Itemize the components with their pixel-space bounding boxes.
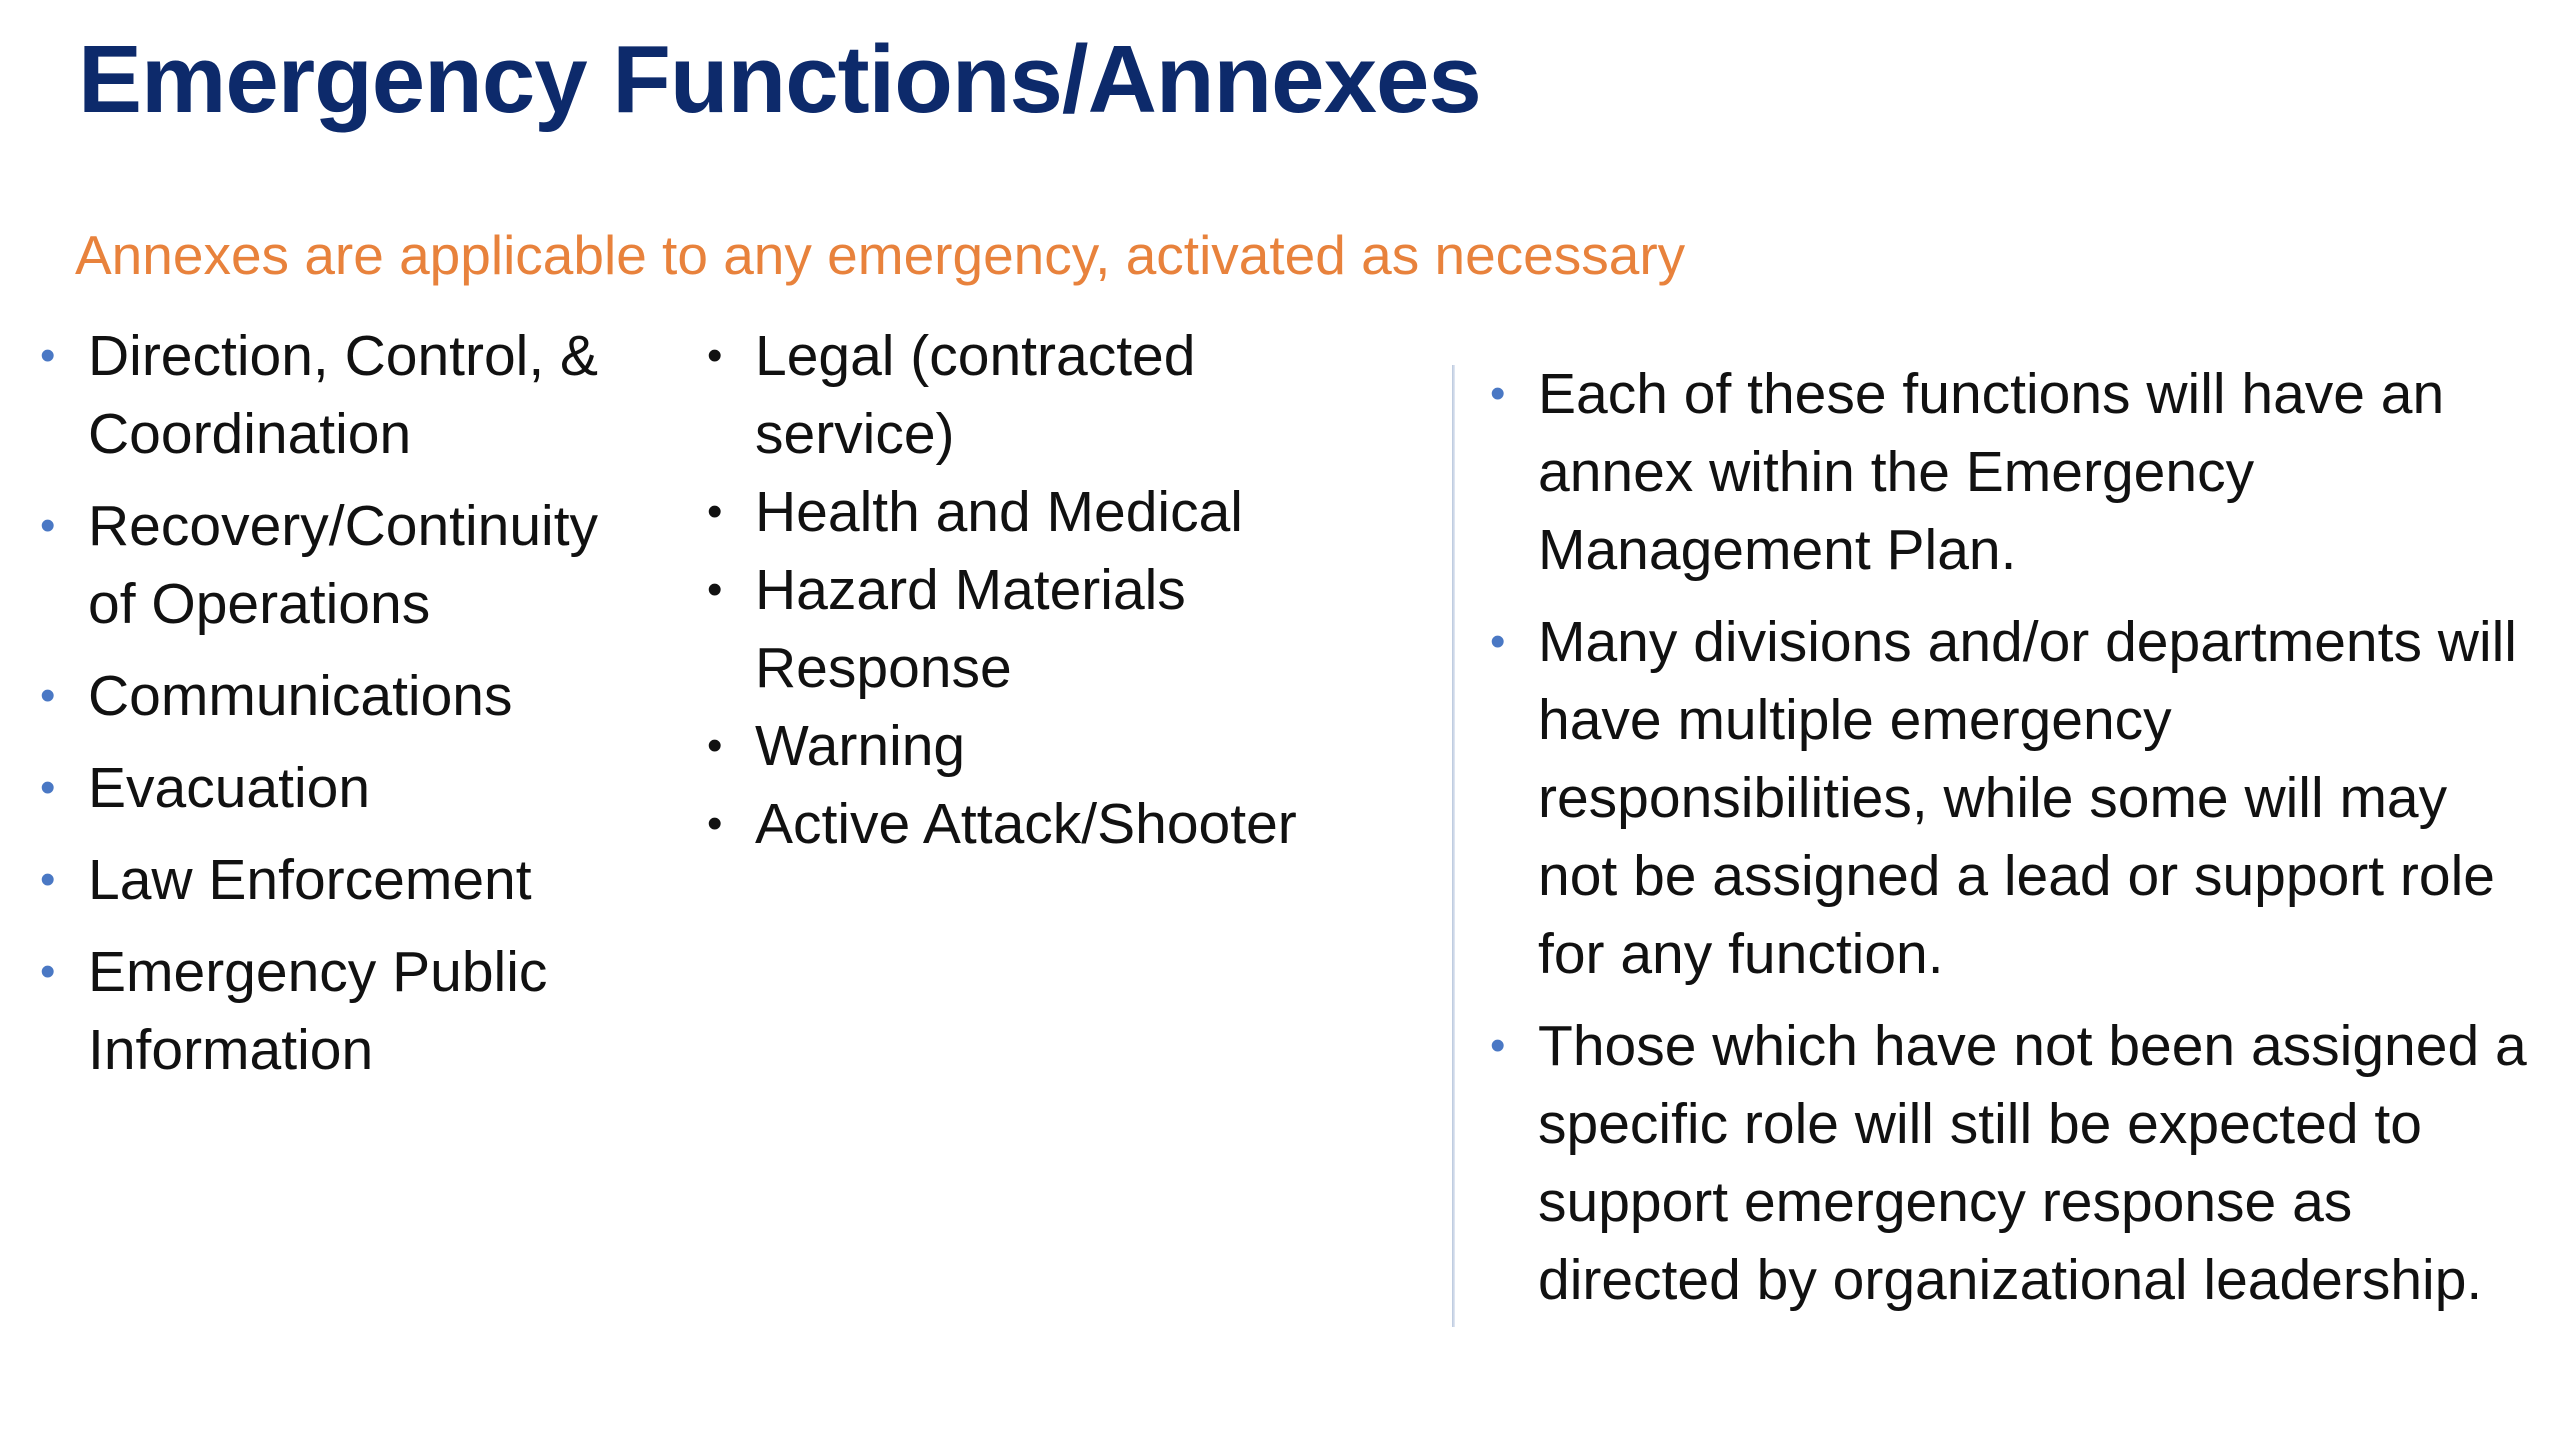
list-item	[40, 487, 650, 643]
list-item	[40, 317, 650, 473]
bullet-icon: •	[40, 501, 56, 550]
bullet-icon: •	[40, 947, 56, 996]
list-item	[707, 473, 1407, 551]
bullet-icon: •	[707, 331, 723, 380]
list-item	[40, 841, 650, 919]
list-item-text: Warning	[755, 714, 966, 778]
list-item	[707, 317, 1407, 473]
list-item-text: Health and Medical	[755, 480, 1243, 544]
list-item	[707, 785, 1407, 863]
bullet-icon: •	[40, 331, 56, 380]
list-item-text: Communications	[88, 664, 513, 728]
list-item	[40, 657, 650, 735]
annex-notes-list	[1490, 355, 2530, 1333]
slide-subtitle: Annexes are applicable to any emergency, activated as necessary	[75, 224, 1686, 286]
list-item	[1490, 1007, 2530, 1319]
list-item	[1490, 355, 2530, 589]
bullet-icon: •	[707, 565, 723, 614]
list-item-text: Active Attack/Shooter	[755, 792, 1297, 856]
bullet-icon: •	[40, 855, 56, 904]
list-item-text: Emergency Public Information	[88, 940, 548, 1082]
slide-title: Emergency Functions/Annexes	[78, 26, 1481, 133]
list-item-text: Evacuation	[88, 756, 371, 820]
list-item	[40, 933, 650, 1089]
list-item-text: Direction, Control, & Coordination	[88, 324, 599, 466]
list-item-text: Each of these functions will have an annex within the Emergency Management Plan.	[1538, 362, 2445, 582]
bullet-icon: •	[40, 763, 56, 812]
list-item	[707, 707, 1407, 785]
list-item-text: Many divisions and/or departments will have multiple emergency responsibilities, while some will may not be assigned a lead or support role for any function.	[1538, 610, 2517, 986]
bullet-icon: •	[707, 799, 723, 848]
list-item	[40, 749, 650, 827]
bullet-icon: •	[1490, 617, 1506, 666]
list-item	[1490, 603, 2530, 993]
bullet-icon: •	[40, 671, 56, 720]
list-item-text: Those which have not been assigned a specific role will still be expected to support emergency response as directed by organizational leadership.	[1538, 1014, 2527, 1312]
function-list-column-1	[40, 317, 650, 1103]
bullet-icon: •	[707, 721, 723, 770]
list-item-text: Recovery/Continuity of Operations	[88, 494, 599, 636]
column-divider	[1452, 365, 1455, 1327]
bullet-icon: •	[1490, 369, 1506, 418]
bullet-icon: •	[1490, 1021, 1506, 1070]
function-list-column-2	[707, 317, 1407, 863]
list-item-text: Law Enforcement	[88, 848, 532, 912]
bullet-icon: •	[707, 487, 723, 536]
list-item-text: Legal (contracted service)	[755, 324, 1196, 466]
list-item	[707, 551, 1407, 707]
list-item-text: Hazard Materials Response	[755, 558, 1186, 700]
